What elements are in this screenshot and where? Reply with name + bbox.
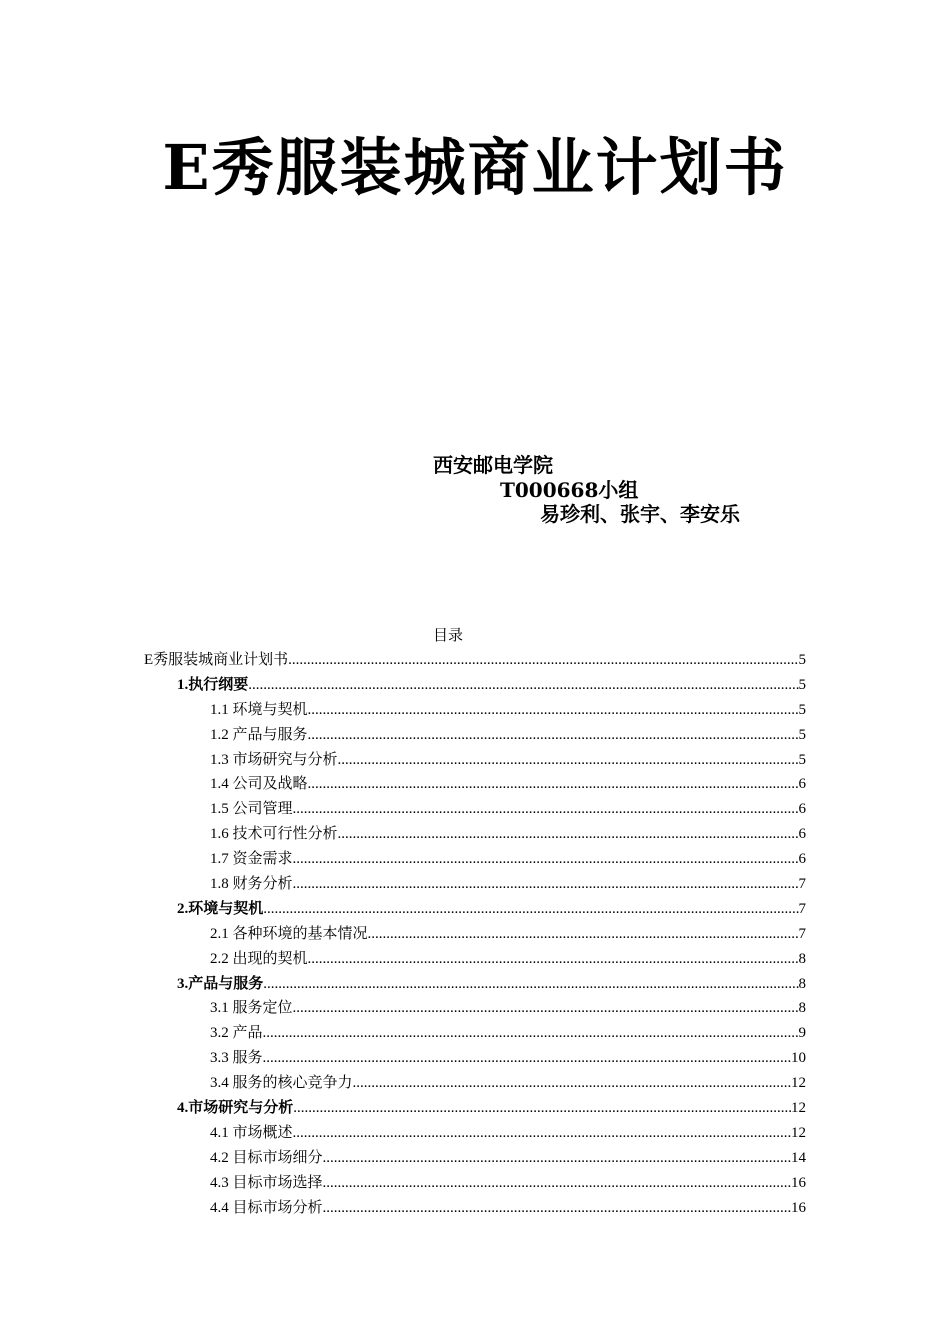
toc-dot-leader bbox=[323, 1146, 791, 1171]
toc-entry-label: 3.2 产品 bbox=[210, 1025, 263, 1042]
school-name: 西安邮电学院 bbox=[433, 453, 553, 477]
toc-entry[interactable] bbox=[144, 1096, 806, 1121]
toc-entry[interactable] bbox=[144, 748, 806, 773]
toc-entry[interactable] bbox=[144, 673, 806, 698]
toc-entry-page: 5 bbox=[798, 726, 806, 743]
toc-entry-page: 7 bbox=[798, 900, 806, 917]
toc-dot-leader bbox=[323, 1171, 791, 1196]
toc-dot-leader bbox=[368, 922, 799, 947]
toc-dot-leader bbox=[308, 723, 799, 748]
toc-entry-label: 3.产品与服务 bbox=[177, 975, 264, 992]
toc-entry[interactable] bbox=[144, 723, 806, 748]
toc-dot-leader bbox=[263, 972, 798, 997]
toc-entry[interactable] bbox=[144, 872, 806, 897]
toc-entry-page: 8 bbox=[798, 950, 806, 967]
toc-entry-label: 1.8 财务分析 bbox=[210, 876, 293, 893]
toc-entry[interactable] bbox=[144, 847, 806, 872]
toc-entry-label: 4.4 目标市场分析 bbox=[210, 1199, 323, 1216]
toc-entry[interactable] bbox=[144, 1196, 806, 1221]
toc-dot-leader bbox=[338, 748, 799, 773]
toc-entry-label: 1.6 技术可行性分析 bbox=[210, 826, 338, 843]
toc-entry-label: 3.1 服务定位 bbox=[210, 1000, 293, 1017]
toc-entry-label: 3.3 服务 bbox=[210, 1050, 263, 1067]
toc-entry-page: 5 bbox=[798, 652, 806, 668]
toc-entry-page: 6 bbox=[798, 801, 806, 818]
table-of-contents bbox=[144, 648, 806, 1220]
toc-entry-label: 1.7 资金需求 bbox=[210, 851, 293, 868]
toc-dot-leader bbox=[263, 1021, 799, 1046]
toc-entry[interactable] bbox=[144, 1021, 806, 1046]
toc-entry-page: 8 bbox=[798, 975, 806, 992]
toc-entry[interactable] bbox=[144, 698, 806, 723]
toc-entry-page: 5 bbox=[798, 751, 806, 768]
toc-entry-page: 12 bbox=[791, 1124, 806, 1141]
toc-entry-page: 12 bbox=[791, 1100, 806, 1117]
toc-entry-page: 5 bbox=[798, 701, 806, 718]
toc-entry-page: 16 bbox=[791, 1199, 806, 1216]
toc-heading: 目录 bbox=[432, 628, 463, 644]
toc-entry-page: 10 bbox=[791, 1050, 806, 1067]
toc-dot-leader bbox=[338, 822, 799, 847]
toc-dot-leader bbox=[293, 872, 799, 897]
toc-entry-page: 16 bbox=[791, 1174, 806, 1191]
toc-dot-leader bbox=[293, 1096, 791, 1121]
toc-entry[interactable] bbox=[144, 1071, 806, 1096]
toc-entry[interactable] bbox=[144, 822, 806, 847]
toc-entry-label: 4.市场研究与分析 bbox=[177, 1100, 294, 1117]
toc-entry[interactable] bbox=[144, 1171, 806, 1196]
toc-entry-page: 7 bbox=[798, 876, 806, 893]
team-members: 易珍利、张宇、李安乐 bbox=[540, 502, 740, 526]
toc-dot-leader bbox=[263, 897, 798, 922]
toc-entry[interactable] bbox=[144, 947, 806, 972]
toc-entry[interactable] bbox=[144, 972, 806, 997]
toc-dot-leader bbox=[293, 847, 799, 872]
toc-entry-label: 1.5 公司管理 bbox=[210, 801, 293, 818]
document-title: E秀服装城商业计划书 bbox=[162, 131, 788, 204]
toc-dot-leader bbox=[323, 1196, 791, 1221]
toc-entry-page: 6 bbox=[798, 851, 806, 868]
toc-entry[interactable] bbox=[144, 648, 806, 673]
toc-entry[interactable] bbox=[144, 996, 806, 1021]
toc-entry[interactable] bbox=[144, 1121, 806, 1146]
toc-entry-label: 1.4 公司及战略 bbox=[210, 776, 308, 793]
toc-entry[interactable] bbox=[144, 1146, 806, 1171]
toc-entry-label: 1.执行纲要 bbox=[177, 676, 249, 693]
toc-entry-page: 6 bbox=[798, 826, 806, 843]
toc-dot-leader bbox=[293, 797, 799, 822]
toc-dot-leader bbox=[288, 648, 798, 673]
toc-entry-label: 2.2 出现的契机 bbox=[210, 950, 308, 967]
toc-dot-leader bbox=[248, 673, 798, 698]
toc-entry-label: 1.1 环境与契机 bbox=[210, 701, 308, 718]
toc-entry-page: 7 bbox=[798, 925, 806, 942]
toc-dot-leader bbox=[308, 772, 799, 797]
toc-entry-label: 2.环境与契机 bbox=[177, 900, 264, 917]
toc-entry-label: 4.2 目标市场细分 bbox=[210, 1149, 323, 1166]
toc-entry-label: 2.1 各种环境的基本情况 bbox=[210, 925, 368, 942]
toc-entry[interactable] bbox=[144, 922, 806, 947]
toc-dot-leader bbox=[308, 698, 799, 723]
toc-entry[interactable] bbox=[144, 772, 806, 797]
toc-entry-label: 1.3 市场研究与分析 bbox=[210, 751, 338, 768]
toc-dot-leader bbox=[353, 1071, 791, 1096]
toc-entry[interactable] bbox=[144, 797, 806, 822]
toc-entry-label: E秀服装城商业计划书 bbox=[144, 652, 289, 668]
toc-entry-page: 5 bbox=[798, 676, 806, 693]
toc-entry-label: 1.2 产品与服务 bbox=[210, 726, 308, 743]
toc-entry-page: 6 bbox=[798, 776, 806, 793]
toc-dot-leader bbox=[263, 1046, 791, 1071]
toc-entry[interactable] bbox=[144, 1046, 806, 1071]
toc-entry-page: 8 bbox=[798, 1000, 806, 1017]
team-name: T000668小组 bbox=[500, 478, 639, 502]
toc-entry-page: 9 bbox=[798, 1025, 806, 1042]
toc-entry-page: 12 bbox=[791, 1075, 806, 1092]
toc-entry-page: 14 bbox=[791, 1149, 806, 1166]
toc-dot-leader bbox=[308, 947, 799, 972]
toc-entry-label: 4.3 目标市场选择 bbox=[210, 1174, 323, 1191]
toc-dot-leader bbox=[293, 996, 799, 1021]
toc-entry-label: 4.1 市场概述 bbox=[210, 1124, 293, 1141]
toc-dot-leader bbox=[293, 1121, 791, 1146]
toc-entry-label: 3.4 服务的核心竞争力 bbox=[210, 1075, 353, 1092]
toc-entry[interactable] bbox=[144, 897, 806, 922]
